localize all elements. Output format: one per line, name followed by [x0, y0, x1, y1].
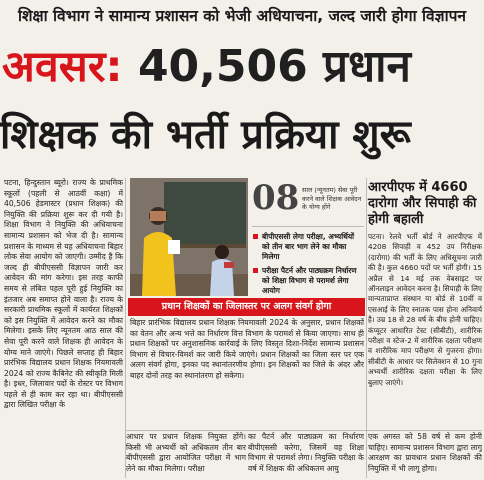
- headline-number: 40,506 प्रधान: [122, 41, 411, 92]
- section-subheading: प्रधान शिक्षकों का जिलास्तर पर अलग संवर्ग होगा: [128, 298, 365, 316]
- sidebar-headline: आरपीएफ में 4660 दारोगा और सिपाही की होगी बहाली: [368, 180, 477, 227]
- years-caption: साल (न्यूनतम) सेवा पूरी करने वाले शिक्षक आवेदन के योग्य होंगे: [302, 186, 362, 211]
- main-headline: [0, 36, 484, 98]
- bottom-column-2: का पैटर्न और पाठ्यक्रम का निर्धारण बीपीएससी करेगा, जिसमें वह शिक्षा विभाग से परामर्श लेगा। नियुक्ति परीक्षा के वर्ष में शिक्षक की अधिकतम आयु: [248, 432, 364, 473]
- column-divider: [366, 178, 367, 478]
- sidebar-body: पटना। रेलवे भर्ती बोर्ड ने आरपीएफ में 4208 सिपाही व 452 उप निरीक्षक (दारोगा) की भर्ती के लिए अधिसूचना जारी की है। कुल 4660 पदों पर भर्ती होगी। 15 अप्रैल से 14 मई तक वेबसाइट पर ऑनलाइन आवेदन करना है। सिपाही के लिए मान्यताप्राप्त संस्थान या बोर्ड से 10वीं व एसआई के लिए स्नातक पास होना अनिवार्य है। उम्र 18 से 28 वर्ष के बीच होनी चाहिए। कंप्यूटर आधारित टेस्ट (सीबीटी), शारीरिक परीक्षा व स्टेज-2 में शारीरिक दक्षता परीक्षण व शारीरिक माप परीक्षण से गुजरना होगा। सीबीटी के आधार पर सिलेक्शन से 10 गुना अभ्यर्थी शारीरिक दक्षता परीक्षा के लिए बुलाए जाएंगे।: [368, 232, 482, 387]
- bottom-column-1: आधार पर प्रधान शिक्षक नियुक्त होंगे। किसी भी अभ्यर्थी को अधिकतम तीन बार बीपीएससी द्वारा आयोजित परीक्षा में भाग लेने का मौका मिलेगा। परीक्षा: [126, 432, 246, 473]
- classroom-photo-illustration: [130, 178, 248, 296]
- big-number: 08: [252, 178, 300, 218]
- section-body: बिहार प्रारंभिक विद्यालय प्रधान शिक्षक नियमावली 2024 के अनुसार, प्रधान शिक्षकों का वेतन और अन्य भत्ते का निर्धारण वित्त विभाग के परामर्श से किया जाएगा। साथ ही प्रधान शिक्षकों पर अनुशासनिक कार्रवाई के लिए विस्तृत दिशा-निर्देश सामान्य प्रशासन विभाग से विचार-विमर्श कर जारी किये जाएंगे। प्रधान शिक्षकों का जिला स्तर पर एक अलग संवर्ग होगा, इनका पद स्थानांतरणीय होगा। इन शिक्षकों का जिले के अंदर और बाहर दोनों तरह का स्थानांतरण हो सकेगा।: [130, 318, 364, 380]
- highlights-panel: [252, 178, 364, 296]
- highlight-bullet: परीक्षा पैटर्न और पाठ्यक्रम निर्धारण को शिक्षा विभाग से परामर्श लेगा आयोग: [254, 266, 364, 296]
- bottom-divider: [126, 430, 482, 431]
- kicker-line: शिक्षा विभाग ने सामान्य प्रशासन को भेजी अधियाचना, जल्द जारी होगा विज्ञापन: [17, 7, 467, 25]
- headline-red-word: अवसर:: [2, 42, 123, 92]
- bottom-column-3: एक अगस्त को 58 वर्ष से कम होनी चाहिए। सामान्य प्रशासन विभाग द्वारा लागू आरक्षण का प्रावधान प्रधान शिक्षकों की नियुक्ति में भी लागू होगा।: [368, 432, 482, 473]
- article-column-1: पटना, हिन्दुस्तान ब्यूरो। राज्य के प्राथमिक स्कूलों (पहली से आठवीं कक्षा) में 40,506 हेडमास्टर (प्रधान शिक्षक) की नियुक्ति की प्रक्रिया शुरू कर दी गयी है। शिक्षा विभाग ने नियुक्ति की अधियाचना सामान्य प्रशासन को भेज दी है। सामान्य प्रशासन के माध्यम से यह अधियाचना बिहार लोक सेवा आयोग को जाएगी। उम्मीद है कि जल्द ही बीपीएससी विज्ञापन जारी कर आवेदन की मांग करेगा। इस तरह काफी समय से लंबित पहल पूरी हुई नियुक्ति का इंतजार अब समाप्त होने वाला है। राज्य के सरकारी प्राथमिक स्कूलों में कार्यरत शिक्षकों को इस नियुक्ति में आवेदन करने का मौका मिलेगा। इसके लिए न्यूनतम आठ साल की सेवा पूरी करने वाले शिक्षक ही आवेदन के योग्य माने जाएंगे। पिछले सप्ताह ही बिहार प्रारंभिक विद्यालय प्रधान शिक्षक नियमावली 2024 को राज्य कैबिनेट की स्वीकृति मिली है। इधर, जिलावार पदों के रोस्टर पर विभाग पहले से ही काम कर रहा था। बीपीएससी द्वारा लिखित परीक्षा के: [4, 178, 123, 410]
- highlight-bullet: बीपीएससी लेगा परीक्षा, अभ्यर्थियों को तीन बार भाग लेने का मौका मिलेगा: [254, 232, 364, 262]
- main-headline-line2: शिक्षक की भर्ती प्रक्रिया शुरू: [0, 112, 411, 158]
- highlight-divider: [252, 226, 364, 227]
- article-photo: [130, 178, 248, 296]
